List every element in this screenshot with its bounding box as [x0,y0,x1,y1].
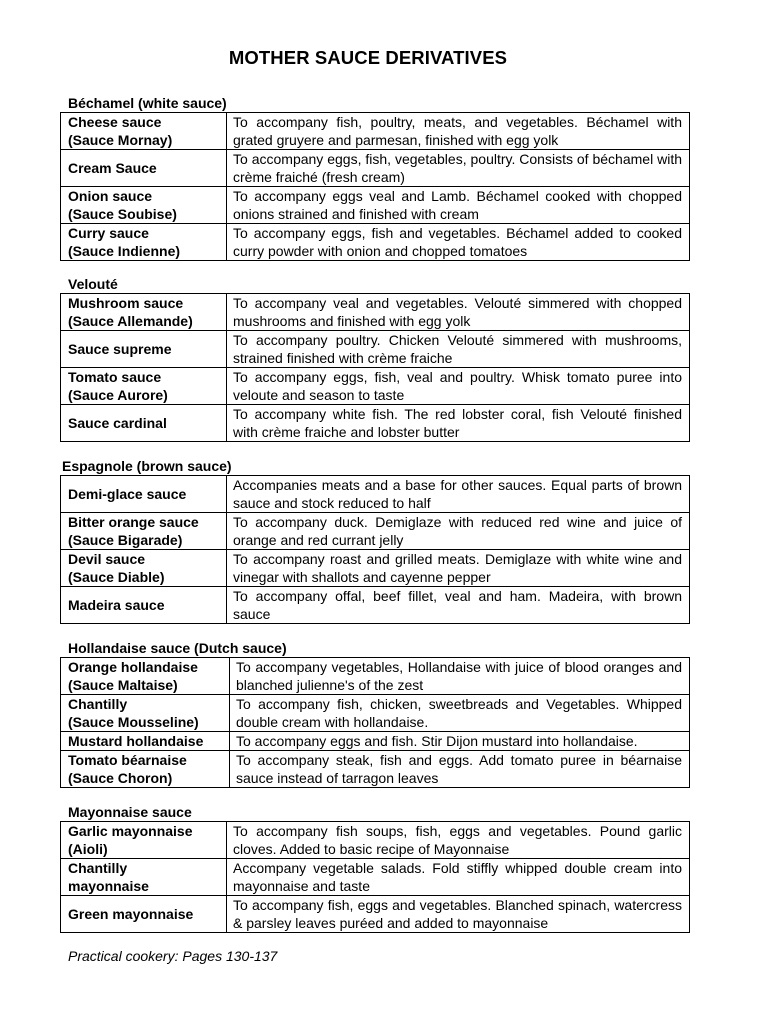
section-heading: Hollandaise sauce (Dutch sauce) [68,640,287,656]
sauce-name-line: Mushroom sauce [68,295,184,311]
sauce-description: To accompany steak, fish and eggs. Add tomato puree in béarnaise sauce instead of tarragon leaves [230,751,690,788]
sauce-name-line: (Sauce Indienne) [68,243,181,259]
sauce-name-cell [61,751,230,788]
sauce-name-line: Garlic mayonnaise [68,823,193,839]
sauce-description: Accompany vegetable salads. Fold stiffly whipped double cream into mayonnaise and taste [227,859,690,896]
section-2 [60,458,690,624]
sauce-name-cell [61,550,227,587]
sauce-name-cell [61,224,227,261]
sauce-name-line: (Sauce Soubise) [68,206,177,222]
sauce-table [60,821,690,933]
table-row [61,187,690,224]
sauce-name-line: (Sauce Mousseline) [68,714,199,730]
sauce-name-line: Sauce cardinal [68,415,167,431]
section-heading: Béchamel (white sauce) [68,95,227,111]
table-row [61,294,690,331]
sauce-name-cell [61,859,227,896]
table-row [61,751,690,788]
sauce-table [60,112,690,261]
sauce-name-line: Cream Sauce [68,160,157,176]
table-row [61,550,690,587]
sauce-description: To accompany eggs veal and Lamb. Béchamel cooked with chopped onions strained and finished with cream [227,187,690,224]
sauce-name-cell [61,405,227,442]
table-row [61,587,690,624]
sauce-name-line: Devil sauce [68,551,146,567]
sauce-description: To accompany white fish. The red lobster coral, fish Velouté finished with crème fraiche and lobster butter [227,405,690,442]
section-heading: Velouté [68,276,118,292]
sauce-name-cell [61,658,230,695]
sauce-name-line: Sauce supreme [68,341,172,357]
table-row [61,331,690,368]
sauce-name-line: Tomato sauce [68,369,162,385]
sauce-description: Accompanies meats and a base for other sauces. Equal parts of brown sauce and stock reduced to half [227,476,690,513]
sauce-name-cell [61,187,227,224]
sauce-name-line: Madeira sauce [68,597,165,613]
table-row [61,513,690,550]
sauce-name-line: (Sauce Aurore) [68,387,168,403]
sauce-table [60,475,690,624]
sauce-name-cell [61,368,227,405]
sauce-name-line: (Aioli) [68,841,108,857]
sauce-description: To accompany veal and vegetables. Velouté simmered with chopped mushrooms and finished with egg yolk [227,294,690,331]
sauce-table [60,293,690,442]
sauce-name-line: Chantilly [68,860,128,876]
sauce-name-line: Chantilly [68,696,128,712]
sauce-description: To accompany fish, eggs and vegetables. Blanched spinach, watercress & parsley leaves puréed and added to mayonnaise [227,896,690,933]
sauce-name-cell [61,150,227,187]
sauce-description: To accompany offal, beef fillet, veal and ham. Madeira, with brown sauce [227,587,690,624]
section-0 [60,95,690,261]
sauce-description: To accompany duck. Demiglaze with reduced red wine and juice of orange and red currant jelly [227,513,690,550]
sauce-name-line: Orange hollandaise [68,659,198,675]
sauce-name-line: Demi-glace sauce [68,486,187,502]
sauce-name-line: (Sauce Maltaise) [68,677,178,693]
sauce-name-cell [61,732,230,751]
sauce-name-line: (Sauce Bigarade) [68,532,183,548]
sauce-name-cell [61,587,227,624]
sauce-description: To accompany eggs and fish. Stir Dijon mustard into hollandaise. [230,732,690,751]
sauce-name-cell [61,476,227,513]
sauce-name-line: Mustard hollandaise [68,733,204,749]
sauce-description: To accompany eggs, fish, vegetables, poultry. Consists of béchamel with crème fraiché (fresh cream) [227,150,690,187]
sauce-description: To accompany eggs, fish, veal and poultry. Whisk tomato puree into veloute and season to taste [227,368,690,405]
sauce-name-line: (Sauce Diable) [68,569,165,585]
sauce-name-cell [61,513,227,550]
table-row [61,368,690,405]
page-title: MOTHER SAUCE DERIVATIVES [228,47,508,68]
section-3 [60,640,690,788]
sauce-description: To accompany vegetables, Hollandaise with juice of blood oranges and blanched julienne's of the zest [230,658,690,695]
sauce-name-cell [61,695,230,732]
sauce-name-cell [61,896,227,933]
sauce-description: To accompany eggs, fish and vegetables. Béchamel added to cooked curry powder with onion and chopped tomatoes [227,224,690,261]
section-heading: Espagnole (brown sauce) [62,458,232,474]
sauce-name-line: mayonnaise [68,878,149,894]
table-row [61,896,690,933]
table-row [61,113,690,150]
sauce-name-line: Bitter orange sauce [68,514,199,530]
table-row [61,732,690,751]
table-row [61,822,690,859]
sauce-description: To accompany fish, chicken, sweetbreads and Vegetables. Whipped double cream with hollandaise. [230,695,690,732]
sauce-name-line: (Sauce Choron) [68,770,173,786]
sauce-name-cell [61,294,227,331]
table-row [61,695,690,732]
sauce-description: To accompany poultry. Chicken Velouté simmered with mushrooms, strained finished with crème fraiche [227,331,690,368]
table-row [61,859,690,896]
section-4 [60,804,690,933]
sauce-name-cell [61,331,227,368]
sauce-description: To accompany fish soups, fish, eggs and vegetables. Pound garlic cloves. Added to basic recipe of Mayonnaise [227,822,690,859]
sauce-name-line: Cheese sauce [68,114,162,130]
sauce-name-line: Green mayonnaise [68,906,194,922]
section-1 [60,276,690,442]
source-citation: Practical cookery: Pages 130-137 [68,948,278,964]
section-heading: Mayonnaise sauce [68,804,192,820]
sauce-description: To accompany roast and grilled meats. Demiglaze with white wine and vinegar with shallots and cayenne pepper [227,550,690,587]
sauce-name-line: (Sauce Mornay) [68,132,173,148]
sauce-name-line: Curry sauce [68,225,149,241]
sauce-table [60,657,690,788]
sauce-description: To accompany fish, poultry, meats, and vegetables. Béchamel with grated gruyere and parmesan, finished with egg yolk [227,113,690,150]
table-row [61,224,690,261]
table-row [61,405,690,442]
sauce-name-line: (Sauce Allemande) [68,313,193,329]
sauce-name-cell [61,113,227,150]
table-row [61,150,690,187]
sauce-name-line: Tomato béarnaise [68,752,187,768]
sauce-name-line: Onion sauce [68,188,153,204]
table-row [61,658,690,695]
table-row [61,476,690,513]
sauce-name-cell [61,822,227,859]
